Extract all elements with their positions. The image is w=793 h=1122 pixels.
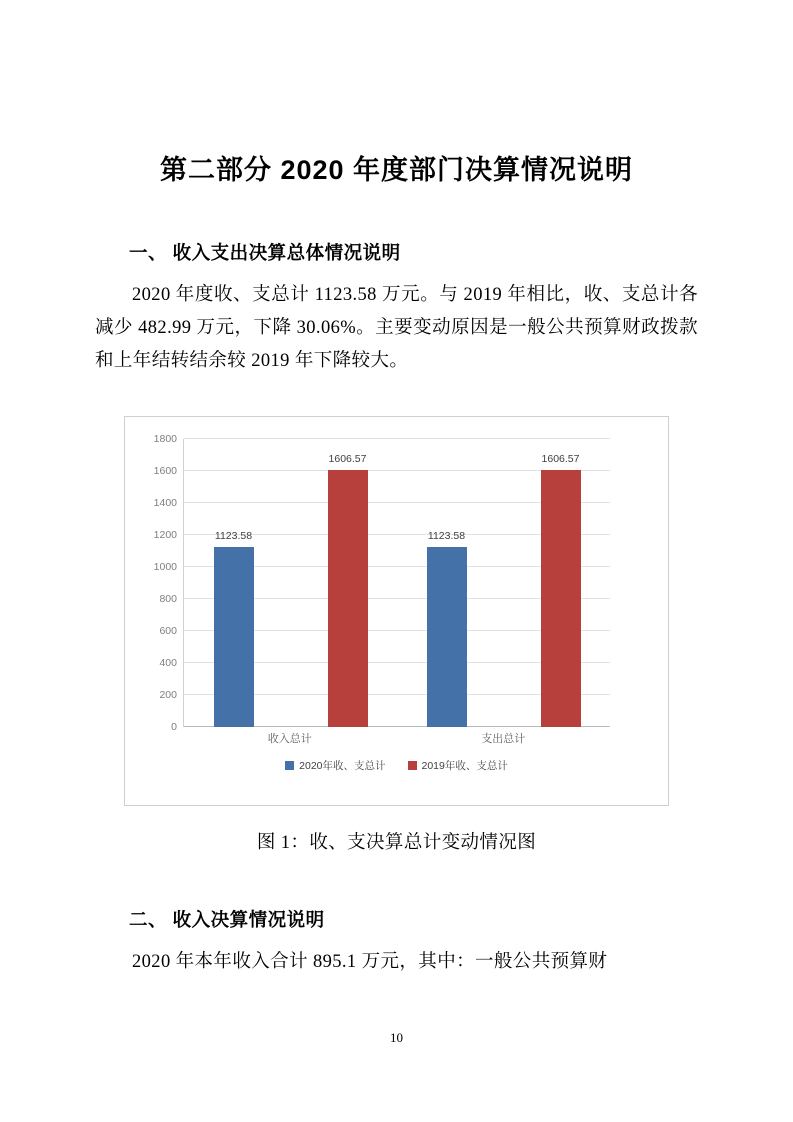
chart-y-tick-label: 1200: [153, 529, 177, 541]
chart-y-tick-label: 800: [159, 593, 177, 605]
chart-legend-label: 2019年收、支总计: [421, 760, 508, 772]
chart-bar-value-label: 1123.58: [427, 530, 466, 543]
chart-y-tick-label: 1400: [153, 497, 177, 509]
chart-y-tick-label: 1000: [153, 561, 177, 573]
section-paragraph-2: 2020 年本年收入合计 895.1 万元，其中：一般公共预算财: [132, 952, 608, 972]
chart-y-tick-label: 0: [171, 721, 177, 733]
section-heading-2: 二、 收入决算情况说明: [129, 909, 325, 930]
chart-bar: [214, 530, 254, 727]
chart-legend-swatch: [408, 761, 417, 770]
section-heading-1: 一、 收入支出决算总体情况说明: [129, 242, 401, 263]
bar-chart: [124, 416, 669, 806]
chart-bar: [427, 530, 467, 727]
chart-y-tick-label: 400: [159, 657, 177, 669]
chart-x-tick-label: 支出总计: [481, 733, 526, 745]
page-number: 10: [390, 1030, 403, 1045]
chart-x-tick-label: 收入总计: [267, 733, 312, 745]
chart-bar-group: [397, 439, 610, 727]
section-paragraph-1: 2020 年度收、支总计 1123.58 万元。与 2019 年相比，收、支总计各减少 482.99 万元，下降 30.06%。主要变动原因是一般公共预算财政拨款和上年结转结余较 2019 年下降较大。: [95, 285, 698, 371]
chart-bar: [328, 452, 368, 727]
chart-bar-groups: [184, 439, 610, 727]
chart-legend: [125, 758, 668, 773]
chart-y-tick-label: 1600: [153, 465, 177, 477]
chart-bar: [541, 452, 581, 727]
chart-legend-item: [408, 758, 508, 773]
chart-plot-area: [153, 433, 610, 733]
chart-bar-value-label: 1123.58: [214, 530, 253, 543]
chart-bar-group: [184, 439, 397, 727]
chart-bar-value-label: 1606.57: [328, 452, 367, 465]
chart-y-tick-label: 200: [159, 689, 177, 701]
chart-bar-value-label: 1606.57: [541, 452, 580, 465]
figure-caption: 图 1：收、支决算总计变动情况图: [256, 833, 537, 853]
chart-legend-swatch: [285, 761, 294, 770]
chart-legend-label: 2020年收、支总计: [299, 760, 386, 772]
chart-y-tick-label: 600: [159, 625, 177, 637]
chart-y-tick-label: 1800: [153, 433, 177, 445]
page-title: 第二部分 2020 年度部门决算情况说明: [159, 155, 634, 185]
chart-x-axis-labels: [183, 730, 610, 746]
chart-legend-item: [285, 758, 385, 773]
